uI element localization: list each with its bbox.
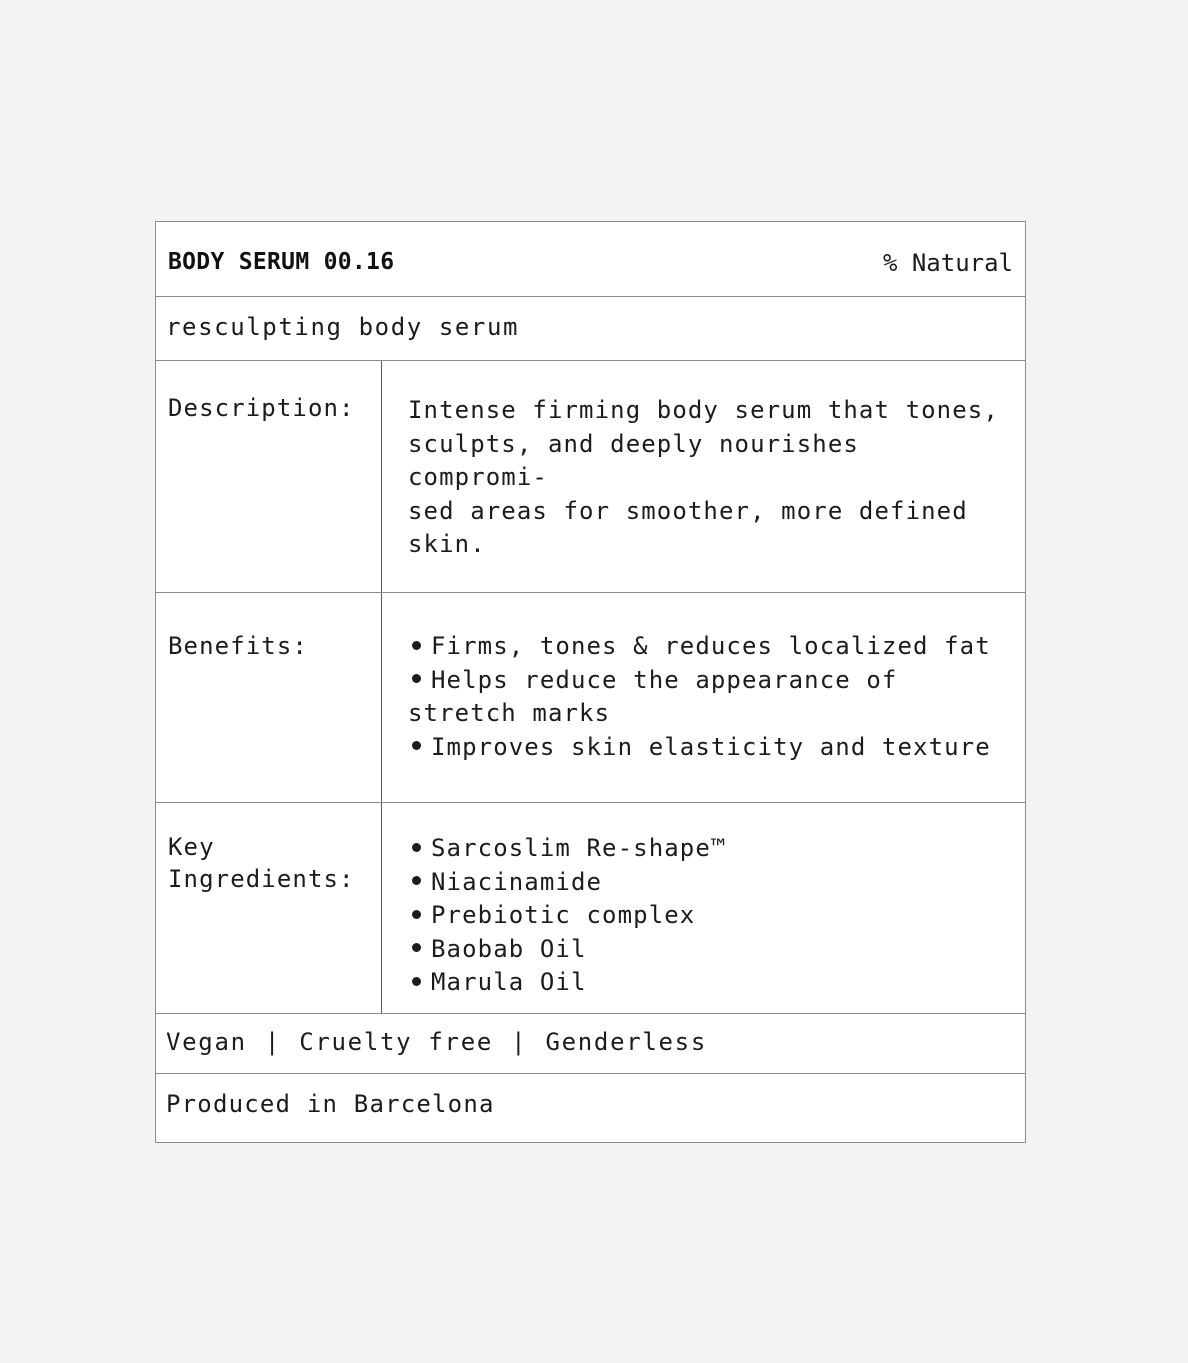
ingredients-label-line: Ingredients: — [168, 865, 355, 893]
bullet-icon — [412, 977, 421, 986]
bullet-icon — [412, 741, 421, 750]
benefit-text: Improves skin elasticity and texture — [431, 732, 991, 761]
description-line: skin. — [408, 530, 486, 558]
benefit-item — [408, 630, 1007, 664]
ingredient-item — [408, 899, 1007, 933]
claims-row — [156, 1014, 1025, 1074]
benefit-text: Helps reduce the appearance of stretch marks — [408, 665, 898, 727]
claim-vegan: Vegan — [166, 1028, 247, 1056]
claim-separator: | — [511, 1028, 528, 1056]
bullet-icon — [412, 876, 421, 885]
claim-separator: | — [264, 1028, 282, 1056]
description-line: sed areas for smoother, more defined — [408, 496, 968, 525]
description-text — [382, 361, 1025, 592]
bullet-icon — [412, 943, 421, 952]
subtitle-row — [156, 297, 1025, 361]
description-label: Description: — [156, 361, 382, 592]
ingredient-text: Prebiotic complex — [431, 901, 696, 929]
claim-cruelty-free: Cruelty free — [299, 1028, 494, 1056]
ingredient-text: Baobab Oil — [431, 934, 587, 963]
ingredient-text: Sarcoslim Re-shape™ — [431, 834, 727, 862]
benefit-item — [408, 731, 1007, 765]
benefit-item — [408, 664, 1007, 731]
product-subtitle: resculpting body serum — [166, 313, 520, 341]
origin-row — [156, 1074, 1025, 1142]
ingredients-list — [382, 803, 1025, 1013]
description-line: Intense firming body serum that tones, — [408, 396, 999, 424]
ingredient-item — [408, 966, 1007, 1000]
header-row — [156, 222, 1025, 297]
ingredient-text: Niacinamide — [431, 867, 603, 896]
bullet-icon — [412, 843, 421, 852]
product-title: BODY SERUM 00.16 — [168, 249, 395, 275]
bullet-icon — [412, 641, 421, 650]
benefits-label: Benefits: — [156, 593, 382, 802]
origin-text: Produced in Barcelona — [166, 1090, 495, 1118]
description-line: sculpts, and deeply nourishes compromi- — [408, 429, 859, 491]
description-row — [156, 361, 1025, 593]
benefits-list — [382, 593, 1025, 802]
claim-genderless: Genderless — [545, 1028, 707, 1056]
ingredients-row — [156, 803, 1025, 1014]
ingredients-label — [156, 803, 382, 1013]
bullet-icon — [412, 674, 421, 683]
benefits-row — [156, 593, 1025, 803]
ingredient-item — [408, 866, 1007, 900]
ingredient-item — [408, 933, 1007, 967]
natural-percentage-label: % Natural — [882, 249, 1013, 277]
ingredient-text: Marula Oil — [431, 968, 587, 996]
ingredient-item — [408, 832, 1007, 866]
ingredients-label-line: Key — [168, 833, 215, 861]
product-info-card — [155, 221, 1026, 1143]
bullet-icon — [412, 910, 421, 919]
benefit-text: Firms, tones & reduces localized fat — [431, 632, 991, 660]
